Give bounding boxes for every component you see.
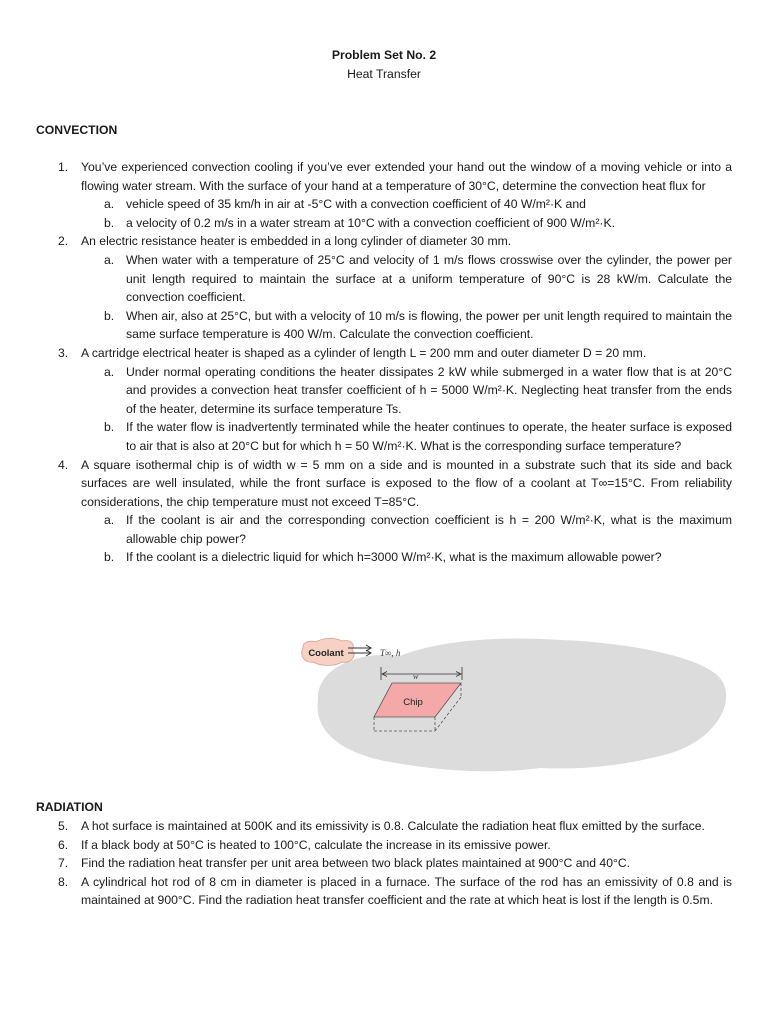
- problem-item: [0, 232, 768, 251]
- document-subtitle: Heat Transfer: [347, 67, 421, 81]
- problem-item: [0, 817, 768, 836]
- chip-label: Chip: [403, 697, 423, 708]
- part-letter: a.: [104, 364, 115, 379]
- part-text: When air, also at 25°C, but with a velocity of 10 m/s is flowing, the power per unit length required to maintain the same surface temperature is 400 W/m. Calculate the convection coefficient.: [126, 308, 732, 342]
- part-letter: b.: [104, 420, 115, 435]
- problem-part: [0, 251, 768, 307]
- part-letter: a.: [104, 252, 115, 267]
- part-text: vehicle speed of 35 km/h in air at -5°C with a convection coefficient of 40 W/m²·K and: [126, 197, 586, 212]
- problem-item: [0, 836, 768, 855]
- radiation-problem-list: [0, 817, 768, 910]
- problem-part: [0, 307, 768, 344]
- problem-item: [0, 456, 768, 512]
- problem-number: 6.: [58, 837, 69, 852]
- problem-part: [0, 214, 768, 233]
- problem-number: 4.: [58, 457, 69, 472]
- flow-label: T∞, h: [380, 648, 401, 658]
- problem-number: 2.: [58, 234, 69, 249]
- problem-item: [0, 854, 768, 873]
- problem-item: [0, 344, 768, 363]
- convection-heading: CONVECTION: [36, 123, 118, 137]
- problem-part: [0, 363, 768, 419]
- problem-number: 3.: [58, 345, 69, 360]
- part-letter: b.: [104, 550, 115, 565]
- problem-number: 7.: [58, 856, 69, 871]
- width-label: w: [413, 672, 419, 681]
- part-letter: a.: [104, 513, 115, 528]
- convection-problem-list: [0, 158, 768, 567]
- problem-text: A cylindrical hot rod of 8 cm in diameter is placed in a furnace. The surface of the rod has an emissivity of 0.8 and is maintained at 900°C. Find the radiation heat transfer coefficient and the rate at which heat is lost if the length is 0.5m.: [81, 874, 732, 908]
- part-text: If the water flow is inadvertently terminated while the heater continues to operate, the heater surface is exposed to air that is also at 20°C but for which h = 50 W/m²·K. What is the corresponding surface temperature?: [126, 420, 732, 453]
- problem-number: 5.: [58, 819, 69, 833]
- problem-text: A square isothermal chip is of width w = 5 mm on a side and is mounted in a substrate such that its side and back surfaces are well insulated, while the front surface is exposed to the flow of a coolant at T∞=15°C. From reliability considerations, the chip temperature must not exceed T=85°C.: [81, 457, 732, 509]
- part-letter: a.: [104, 197, 115, 212]
- part-text: Under normal operating conditions the heater dissipates 2 kW while submerged in a water flow that is at 20°C and provides a convection heat transfer coefficient of h = 5000 W/m²·K. Neglecting heat transfer from the ends of the heater, determine its surface temperature Ts.: [126, 364, 732, 416]
- problem-part: [0, 195, 768, 214]
- problem-text: An electric resistance heater is embedded in a long cylinder of diameter 30 mm.: [81, 234, 512, 249]
- problem-number: 1.: [58, 160, 69, 174]
- problem-text: Find the radiation heat transfer per unit area between two black plates maintained at 900°C and 40°C.: [81, 856, 631, 871]
- problem-part: [0, 511, 768, 548]
- part-text: If the coolant is a dielectric liquid for which h=3000 W/m²·K, what is the maximum allowable power?: [126, 550, 662, 565]
- problem-part: [0, 418, 768, 455]
- problem-item: [0, 873, 768, 910]
- problem-text: A hot surface is maintained at 500K and its emissivity is 0.8. Calculate the radiation heat flux emitted by the surface.: [81, 819, 705, 833]
- radiation-heading: RADIATION: [36, 800, 103, 814]
- document-title: Problem Set No. 2: [331, 48, 437, 62]
- part-text: When water with a temperature of 25°C and velocity of 1 m/s flows crosswise over the cylinder, the power per unit length required to maintain the surface at a uniform temperature of 90°C is 28 kW/m. Calculate the convection coefficient.: [126, 252, 732, 305]
- problem-text: A cartridge electrical heater is shaped as a cylinder of length L = 200 mm and outer diameter D = 20 mm.: [81, 345, 647, 360]
- problem-part: [0, 548, 768, 567]
- problem-text: You’ve experienced convection cooling if you’ve ever extended your hand out the window of a moving vehicle or into a flowing water stream. With the surface of your hand at a temperature of 30°C, determine the convection heat flux for: [81, 160, 732, 193]
- part-letter: b.: [104, 215, 115, 230]
- problem-number: 8.: [58, 874, 69, 889]
- part-letter: b.: [104, 308, 115, 323]
- substrate-shape: [318, 639, 727, 772]
- problem-item: [0, 158, 768, 195]
- part-text: If the coolant is air and the corresponding convection coefficient is h = 200 W/m²·K, what is the maximum allowable chip power?: [126, 513, 732, 546]
- problem-text: If a black body at 50°C is heated to 100°C, calculate the increase in its emissive power.: [81, 837, 551, 852]
- chip-diagram: [288, 630, 760, 790]
- coolant-label: Coolant: [308, 648, 344, 659]
- part-text: a velocity of 0.2 m/s in a water stream at 10°C with a convection coefficient of 900 W/m²·K.: [126, 215, 615, 230]
